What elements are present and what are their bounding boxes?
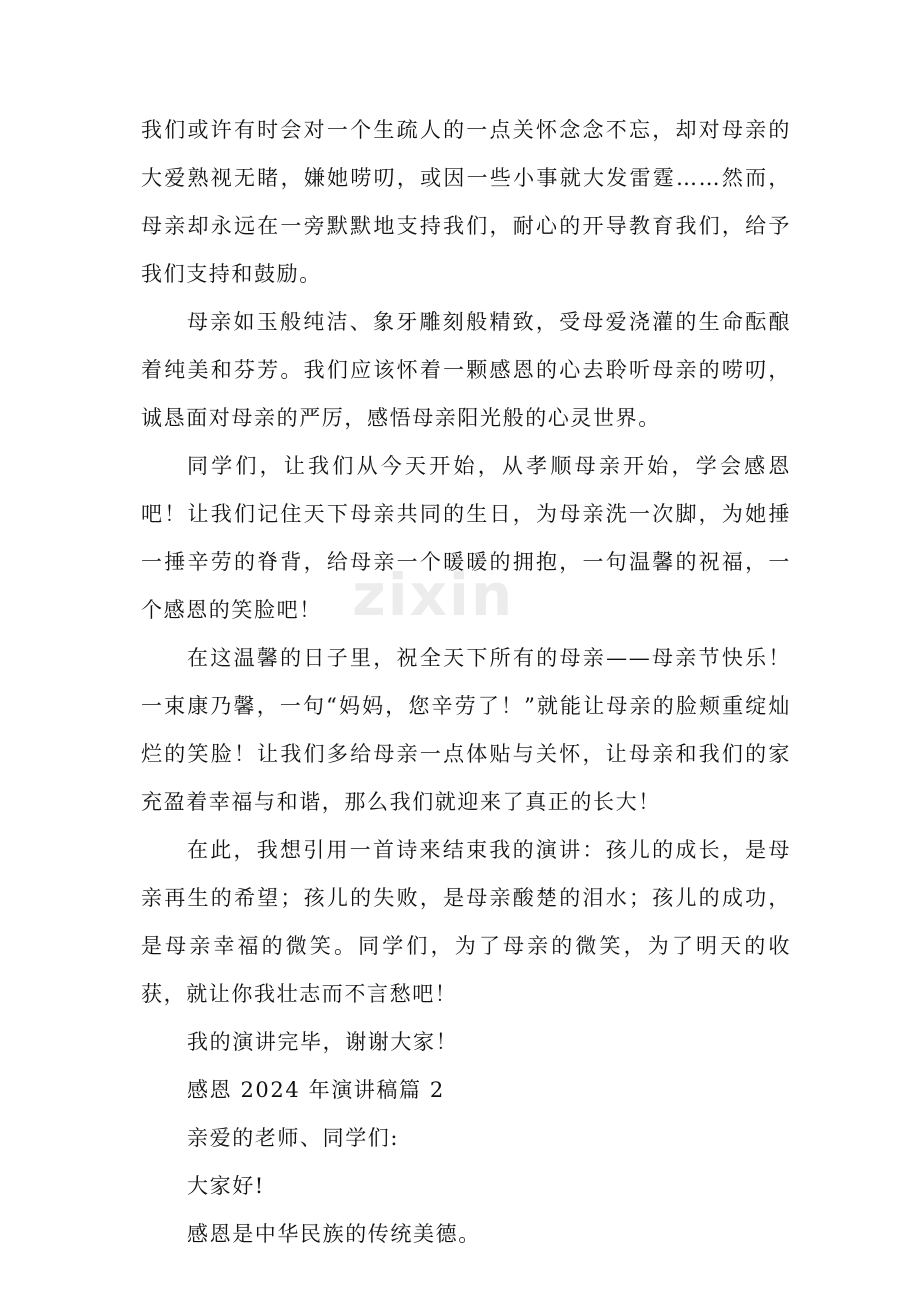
paragraph-2: 母亲如玉般纯洁、象牙雕刻般精致，受母爱浇灌的生命酝酿着纯美和芬芳。我们应该怀着一颗感恩的心去聆听母亲的唠叨，诚恳面对母亲的严厉，感悟母亲阳光般的心灵世界。 <box>141 310 791 430</box>
watermark-logo: zixin <box>352 561 515 629</box>
paragraph-4: 在这温馨的日子里，祝全天下所有的母亲——母亲节快乐！一束康乃馨，一句“妈妈，您辛劳了！”就能让母亲的脸颊重绽灿烂的笑脸！让我们多给母亲一点体贴与关怀，让母亲和我们的家充盈着幸福与和谐，那么我们就迎来了真正的长大！ <box>141 646 791 814</box>
greeting-line: 大家好! <box>187 1174 265 1198</box>
paragraph-1: 我们或许有时会对一个生疏人的一点关怀念念不忘，却对母亲的大爱熟视无睹，嫌她唠叨，或因一些小事就大发雷霆……然而，母亲却永远在一旁默默地支持我们，耐心的开导教育我们，给予我们支持和鼓励。 <box>141 118 791 286</box>
section-title: 感恩 2024 年演讲稿篇 2 <box>187 1078 445 1102</box>
opening-line: 感恩是中华民族的传统美德。 <box>187 1222 481 1246</box>
document-body <box>141 106 791 1258</box>
salutation-line: 亲爱的老师、同学们: <box>187 1126 400 1150</box>
closing-line: 我的演讲完毕，谢谢大家！ <box>187 1030 459 1054</box>
paragraph-5: 在此，我想引用一首诗来结束我的演讲：孩儿的成长，是母亲再生的希望；孩儿的失败，是母亲酸楚的泪水；孩儿的成功，是母亲幸福的微笑。同学们，为了母亲的微笑，为了明天的收获，就让你我壮志而不言愁吧！ <box>141 838 791 1006</box>
paragraph-3: 同学们，让我们从今天开始，从孝顺母亲开始，学会感恩吧！让我们记住天下母亲共同的生日，为母亲洗一次脚，为她捶一捶辛劳的脊背，给母亲一个暖暖的拥抱，一句温馨的祝福，一个感恩的笑脸吧！ <box>141 454 791 622</box>
